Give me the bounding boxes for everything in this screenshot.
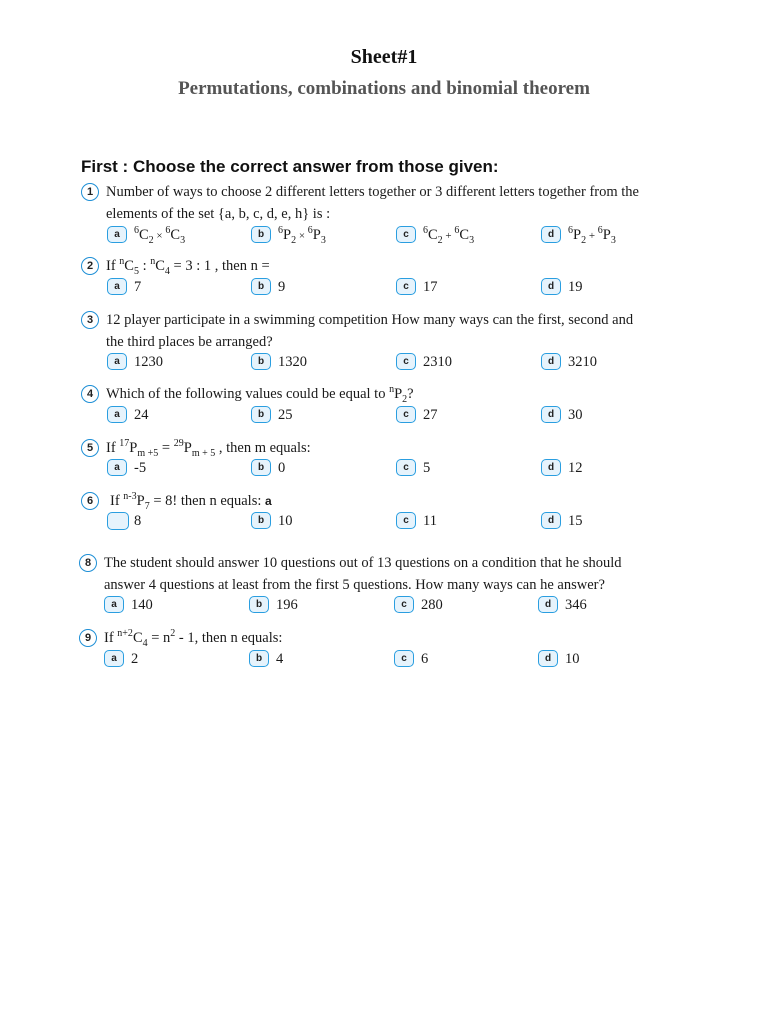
option-text: 30 bbox=[568, 407, 583, 423]
option-label: c bbox=[396, 406, 416, 423]
option-text: 346 bbox=[565, 597, 587, 613]
option-label: c bbox=[396, 353, 416, 370]
question-text bbox=[106, 309, 706, 353]
option-label: b bbox=[251, 226, 271, 243]
question-number: 3 bbox=[81, 311, 99, 329]
option-text: 0 bbox=[278, 460, 286, 476]
option-text: 1230 bbox=[134, 354, 163, 370]
question-text: Which of the following values could be equal to $^nP_2$? bbox=[106, 384, 414, 405]
option-label: c bbox=[394, 650, 414, 667]
option-label: b bbox=[251, 512, 271, 529]
question-text bbox=[104, 552, 704, 596]
option-label: d bbox=[541, 226, 561, 243]
option-label: c bbox=[396, 278, 416, 295]
question-number: 4 bbox=[81, 385, 99, 403]
option-text: $^6P_2 \times ^6P_3$ bbox=[278, 225, 326, 246]
question-text-line: the third places be arranged? bbox=[106, 334, 273, 350]
option-text: 24 bbox=[134, 407, 149, 423]
option-label: a bbox=[107, 353, 127, 370]
option-label: a bbox=[104, 650, 124, 667]
question-number: 5 bbox=[81, 439, 99, 457]
option-label: b bbox=[251, 406, 271, 423]
option-text: 10 bbox=[278, 513, 293, 529]
option-label: c bbox=[394, 596, 414, 613]
option-label: a bbox=[107, 278, 127, 295]
page-title: Sheet#1 bbox=[350, 46, 418, 68]
option-label: a bbox=[104, 596, 124, 613]
option-label: a bbox=[107, 459, 127, 476]
option-label: b bbox=[251, 353, 271, 370]
question-text-line: Number of ways to choose 2 different letters together or 3 different letters together from the bbox=[106, 184, 639, 200]
option-text: 10 bbox=[565, 651, 580, 667]
question-text: If $^{n+2}C_4 = n^2 - 1$, then n equals: bbox=[104, 628, 283, 649]
option-text: 196 bbox=[276, 597, 298, 613]
question-text bbox=[106, 181, 706, 225]
option-text: -5 bbox=[134, 460, 147, 476]
option-label: d bbox=[538, 650, 558, 667]
option-label-empty bbox=[107, 512, 129, 530]
section-heading: First : Choose the correct answer from those given: bbox=[81, 157, 499, 176]
question-number: 1 bbox=[81, 183, 99, 201]
option-label: b bbox=[251, 278, 271, 295]
option-text: 5 bbox=[423, 460, 431, 476]
option-label: d bbox=[541, 459, 561, 476]
option-text: 1320 bbox=[278, 354, 307, 370]
question-text-line: answer 4 questions at least from the first 5 questions. How many ways can he answer? bbox=[104, 577, 605, 593]
page-subtitle: Permutations, combinations and binomial theorem bbox=[178, 78, 590, 99]
option-text: $^6C_2 \times ^6C_3$ bbox=[134, 225, 186, 246]
option-text: 2 bbox=[131, 651, 139, 667]
option-text: $^6P_2 + ^6P_3$ bbox=[568, 225, 616, 246]
option-text: 9 bbox=[278, 279, 286, 295]
option-label: b bbox=[251, 459, 271, 476]
question-text: If $^{n-3}P_7 = 8$! then n equals: a bbox=[110, 491, 272, 512]
option-label: d bbox=[541, 353, 561, 370]
option-text: $^6C_2 + ^6C_3$ bbox=[423, 225, 475, 246]
option-text: 3210 bbox=[568, 354, 597, 370]
option-text: 25 bbox=[278, 407, 293, 423]
option-text: 27 bbox=[423, 407, 438, 423]
option-text: 15 bbox=[568, 513, 583, 529]
option-label: d bbox=[541, 512, 561, 529]
option-label: d bbox=[538, 596, 558, 613]
question-text-line: 12 player participate in a swimming competition How many ways can the first, second and bbox=[106, 312, 634, 328]
question-text-line: The student should answer 10 questions out of 13 questions on a condition that he should bbox=[104, 555, 622, 571]
option-label: b bbox=[249, 596, 269, 613]
option-label: d bbox=[541, 278, 561, 295]
question-number: 9 bbox=[79, 629, 97, 647]
question-number: 6 bbox=[81, 492, 99, 510]
option-text: 11 bbox=[423, 513, 437, 529]
option-text: 12 bbox=[568, 460, 583, 476]
option-text: 140 bbox=[131, 597, 153, 613]
option-label: c bbox=[396, 459, 416, 476]
option-label: a bbox=[107, 226, 127, 243]
question-text: If $^{17}P_{m +5} = ^{29}P_{m + 5}$ , then m equals: bbox=[106, 438, 311, 459]
question-number: 2 bbox=[81, 257, 99, 275]
question-text: If $^nC_5$ : $^nC_4 = 3$ : 1 , then n = bbox=[106, 256, 270, 277]
option-text: 8 bbox=[134, 513, 142, 529]
option-text: 6 bbox=[421, 651, 429, 667]
option-text: 2310 bbox=[423, 354, 452, 370]
option-text: 7 bbox=[134, 279, 142, 295]
option-label: c bbox=[396, 512, 416, 529]
option-label: b bbox=[249, 650, 269, 667]
option-text: 280 bbox=[421, 597, 443, 613]
option-text: 17 bbox=[423, 279, 438, 295]
option-label: d bbox=[541, 406, 561, 423]
question-number: 8 bbox=[79, 554, 97, 572]
option-text: 19 bbox=[568, 279, 583, 295]
question-text-line: elements of the set {a, b, c, d, e, h} is : bbox=[106, 206, 331, 222]
option-label: c bbox=[396, 226, 416, 243]
stray-option-letter: a bbox=[265, 494, 272, 508]
option-label: a bbox=[107, 406, 127, 423]
option-text: 4 bbox=[276, 651, 284, 667]
